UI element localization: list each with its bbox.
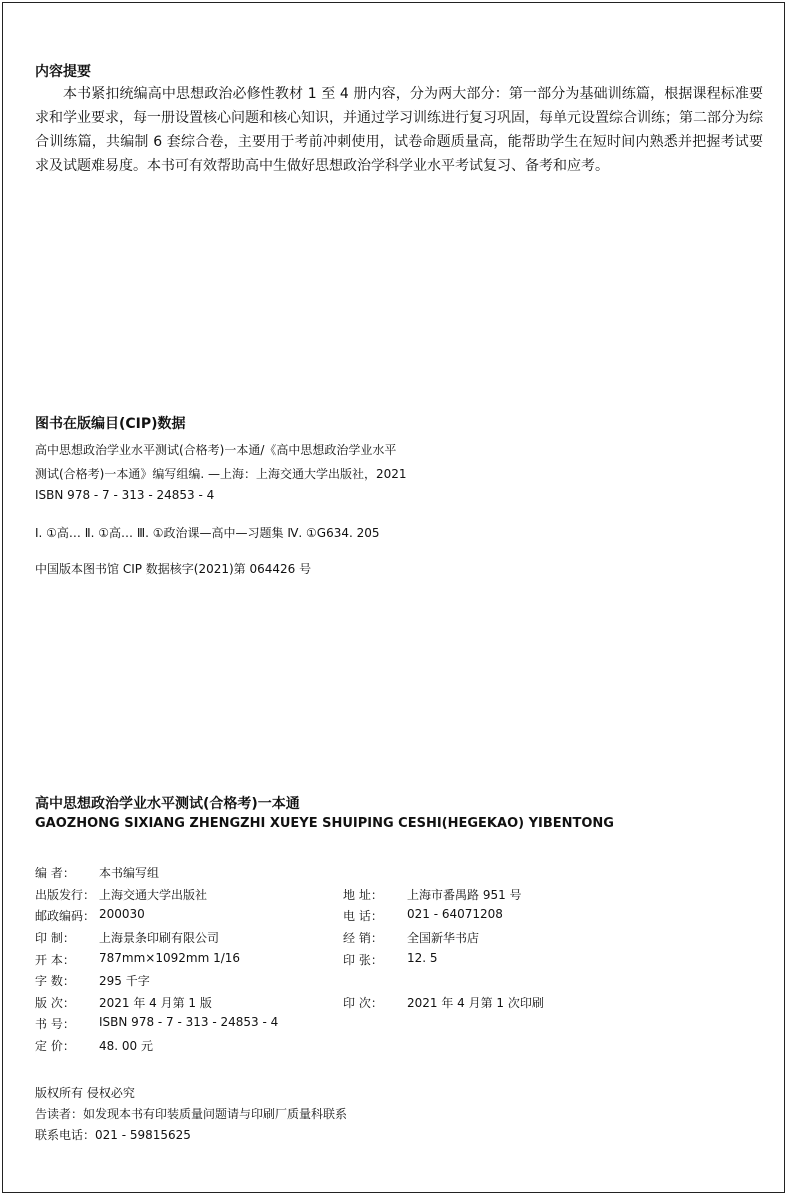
info-value: 787mm×1092mm 1/16 <box>99 950 241 965</box>
reader-notice: 告读者：如发现本书有印装质量问题请与印刷厂质量科联系 <box>35 1107 348 1121</box>
info-row <box>35 862 755 884</box>
cip-line-1: 高中思想政治学业水平测试(合格考)一本通/《高中思想政治学业水平 <box>35 443 397 457</box>
info-value: 48. 00 元 <box>99 1039 153 1054</box>
info-row <box>35 927 755 949</box>
info-label: 书 号： <box>35 1017 75 1032</box>
info-row <box>35 992 755 1014</box>
copyright-block <box>35 1083 347 1146</box>
info-label: 经 销： <box>343 931 383 946</box>
info-value: 上海交通大学出版社 <box>99 887 208 902</box>
info-label: 电 话： <box>343 909 383 924</box>
cip-isbn: ISBN 978 - 7 - 313 - 24853 - 4 <box>35 488 215 502</box>
info-label: 邮政编码： <box>35 909 96 924</box>
info-label: 地 址： <box>343 887 383 902</box>
info-value: 200030 <box>99 907 145 922</box>
info-value: 2021 年 4 月第 1 次印刷 <box>407 995 544 1010</box>
info-value: 295 千字 <box>99 974 150 989</box>
abstract-heading: 内容提要 <box>35 64 91 80</box>
info-value: ISBN 978 - 7 - 313 - 24853 - 4 <box>99 1015 279 1030</box>
info-label: 版 次： <box>35 995 75 1010</box>
info-value: 本书编写组 <box>99 866 160 881</box>
info-value: 021 - 64071208 <box>407 907 503 922</box>
copyright-notice: 版权所有 侵权必究 <box>35 1086 135 1100</box>
info-label: 印 次： <box>343 995 383 1010</box>
info-label: 字 数： <box>35 974 75 989</box>
info-row <box>35 1013 755 1035</box>
cip-heading: 图书在版编目(CIP)数据 <box>35 416 186 432</box>
cip-classification: Ⅰ. ①高… Ⅱ. ①高… Ⅲ. ①政治课—高中—习题集 Ⅳ. ①G634. 205 <box>35 526 380 540</box>
info-row <box>35 884 755 906</box>
book-title: 高中思想政治学业水平测试(合格考)一本通 <box>35 796 300 812</box>
cip-line-2: 测试(合格考)一本通》编写组编. —上海：上海交通大学出版社，2021 <box>35 467 407 481</box>
cip-record-number: 中国版本图书馆 CIP 数据核字(2021)第 064426 号 <box>35 562 312 576</box>
info-label: 编 者： <box>35 866 75 881</box>
contact-phone: 联系电话：021 - 59815625 <box>35 1128 191 1142</box>
info-row <box>35 1035 755 1057</box>
info-label: 印 张： <box>343 952 383 967</box>
info-value: 上海市番禺路 951 号 <box>407 887 522 902</box>
info-row <box>35 948 755 970</box>
publication-info <box>35 862 755 1056</box>
book-title-pinyin: GAOZHONG SIXIANG ZHENGZHI XUEYE SHUIPING CESHI(HEGEKAO) YIBENTONG <box>35 816 614 831</box>
info-value: 上海景条印刷有限公司 <box>99 931 220 946</box>
info-value: 2021 年 4 月第 1 版 <box>99 995 212 1010</box>
info-row <box>35 970 755 992</box>
abstract-paragraph: 本书紧扣统编高中思想政治必修性教材 1 至 4 册内容，分为两大部分：第一部分为基础训练篇，根据课程标准要求和学业要求，每一册设置核心问题和核心知识，并通过学习训练进行复习巩固，每单元设置综合训练；第二部分为综合训练篇，共编制 6 套综合卷，主要用于考前冲刺使用，试卷命题质量高，能帮助学生在短时间内熟悉并把握考试要求及试题难易度。本书可有效帮助高中生做好思想政治学科学业水平考试复习、备考和应考。 <box>35 86 763 174</box>
info-label: 印 制： <box>35 931 75 946</box>
info-row <box>35 905 755 927</box>
info-label: 开 本： <box>35 952 75 967</box>
info-value: 全国新华书店 <box>407 931 480 946</box>
info-label: 出版发行： <box>35 887 96 902</box>
info-value: 12. 5 <box>407 950 438 965</box>
info-label: 定 价： <box>35 1039 75 1054</box>
